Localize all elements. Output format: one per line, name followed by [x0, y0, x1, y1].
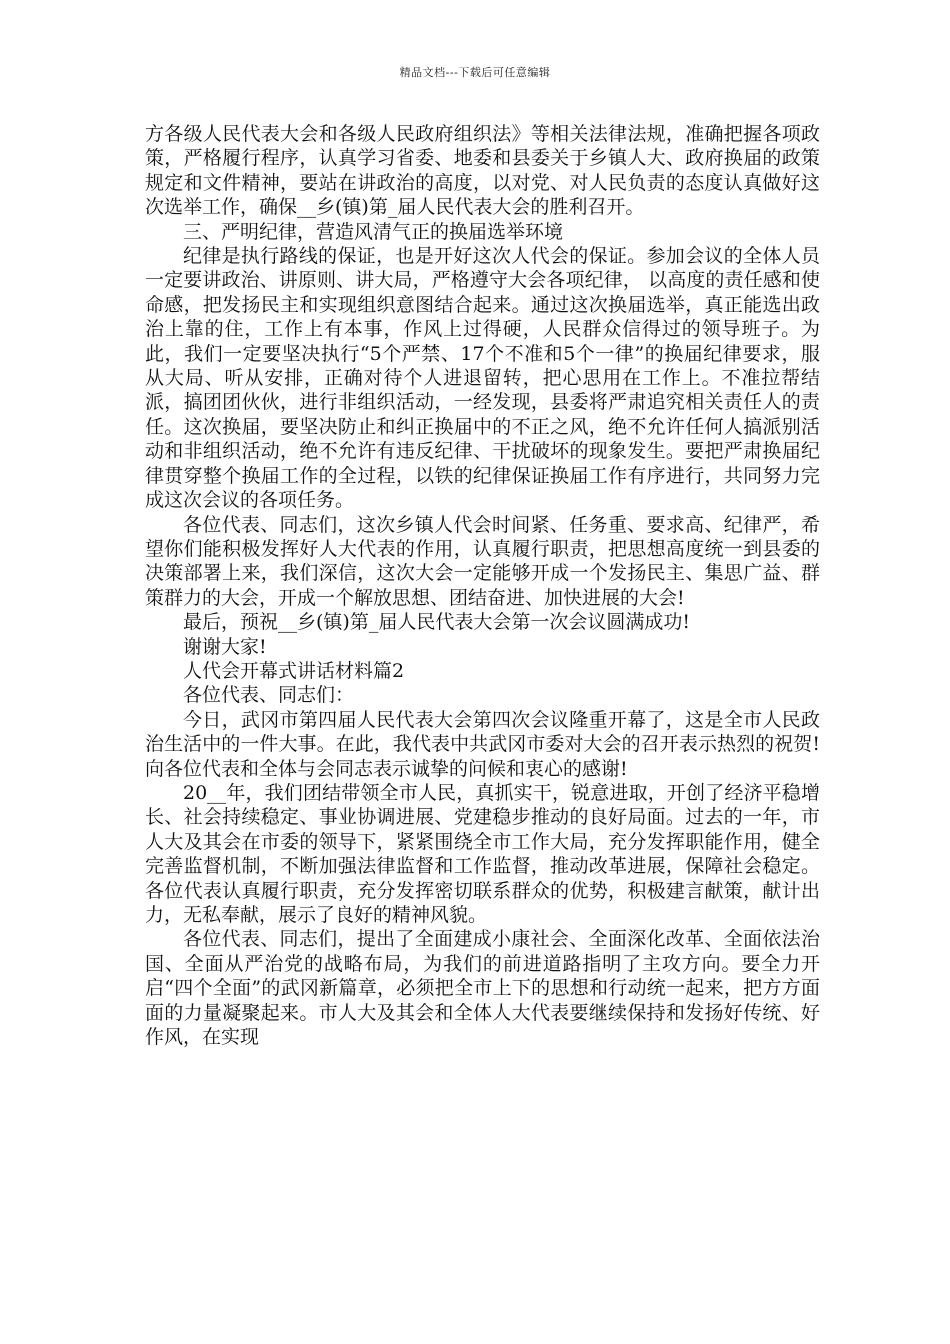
section-heading: 三、严明纪律，营造风清气正的换届选举环境 [183, 220, 564, 243]
paragraph: 各位代表、同志们，这次乡镇人代会时间紧、任务重、要求高、纪律严，希望你们能积极发挥好人大代表的作用，认真履行职责，把思想高度统一到县委的决策部署上来，我们深信，这次大会一定能够开成一个发扬民主、集思广益、群策群力的大会，开成一个解放思想、团结奋进、加快进展的大会! [145, 513, 820, 609]
paragraph: 今日，武冈市第四届人民代表大会第四次会议隆重开幕了，这是全市人民政治生活中的一件大事。在此，我代表中共武冈市委对大会的召开表示热烈的祝贺!向各位代表和全体与会同志表示诚挚的问候和衷心的感谢! [145, 708, 820, 780]
paragraph: 各位代表、同志们，提出了全面建成小康社会、全面深化改革、全面依法治国、全面从严治党的战略布局，为我们的前进道路指明了主攻方向。要全力开启“四个全面”的武冈新篇章，必须把全市上下的思想和行动统一起来，把方方面面的力量凝聚起来。市人大及其会和全体人大代表要继续保持和发扬好传统、好作风，在实现 [145, 928, 820, 1049]
document-body [145, 122, 820, 1049]
page-header: 精品文档---下载后可任意编辑 [399, 66, 551, 79]
paragraph: 20__年，我们团结带领全市人民，真抓实干，锐意进取，开创了经济平稳增长、社会持续稳定、事业协调进展、党建稳步推动的良好局面。过去的一年，市人大及其会在市委的领导下，紧紧围绕全市工作大局，充分发挥职能作用，健全完善监督机制，不断加强法律监督和工作监督，推动改革进展，保障社会稳定。各位代表认真履行职责，充分发挥密切联系群众的优势，积极建言献策，献计出力，无私奉献，展示了良好的精神风貌。 [145, 781, 820, 926]
section-title: 人代会开幕式讲话材料篇2 [183, 659, 405, 682]
paragraph: 纪律是执行路线的保证，也是开好这次人代会的保证。参加会议的全体人员一定要讲政治、讲原则、讲大局，严格遵守大会各项纪律， 以高度的责任感和使命感，把发扬民主和实现组织意图结合起来。通过这次换届选举，真正能选出政治上靠的住，工作上有本事，作风上过得硬，人民群众信得过的领导班子。为此，我们一定要坚决执行“5个严禁、17个不准和5个一律”的换届纪律要求，服从大局、听从安排，正确对待个人进退留转，把心思用在工作上。不准拉帮结派，搞团团伙伙，进行非组织活动，一经发现，县委将严肃追究相关责任人的责任。这次换届，要坚决防止和纠正换届中的不正之风，绝不允许任何人搞派别活动和非组织活动，绝不允许有违反纪律、干扰破坏的现象发生。要把严肃换届纪律贯穿整个换届工作的全过程，以铁的纪律保证换届工作有序进行，共同努力完成这次会议的各项任务。 [145, 245, 820, 512]
paragraph: 最后，预祝__乡(镇)第_届人民代表大会第一次会议圆满成功! [183, 611, 690, 634]
paragraph: 方各级人民代表大会和各级人民政府组织法》等相关法律法规，准确把握各项政策，严格履行程序，认真学习省委、地委和县委关于乡镇人大、政府换届的政策规定和文件精神，要站在讲政治的高度，以对党、对人民负责的态度认真做好这次选举工作，确保__乡(镇)第_届人民代表大会的胜利召开。 [145, 123, 820, 219]
paragraph: 谢谢大家! [183, 635, 267, 658]
salutation: 各位代表、同志们： [183, 684, 355, 707]
